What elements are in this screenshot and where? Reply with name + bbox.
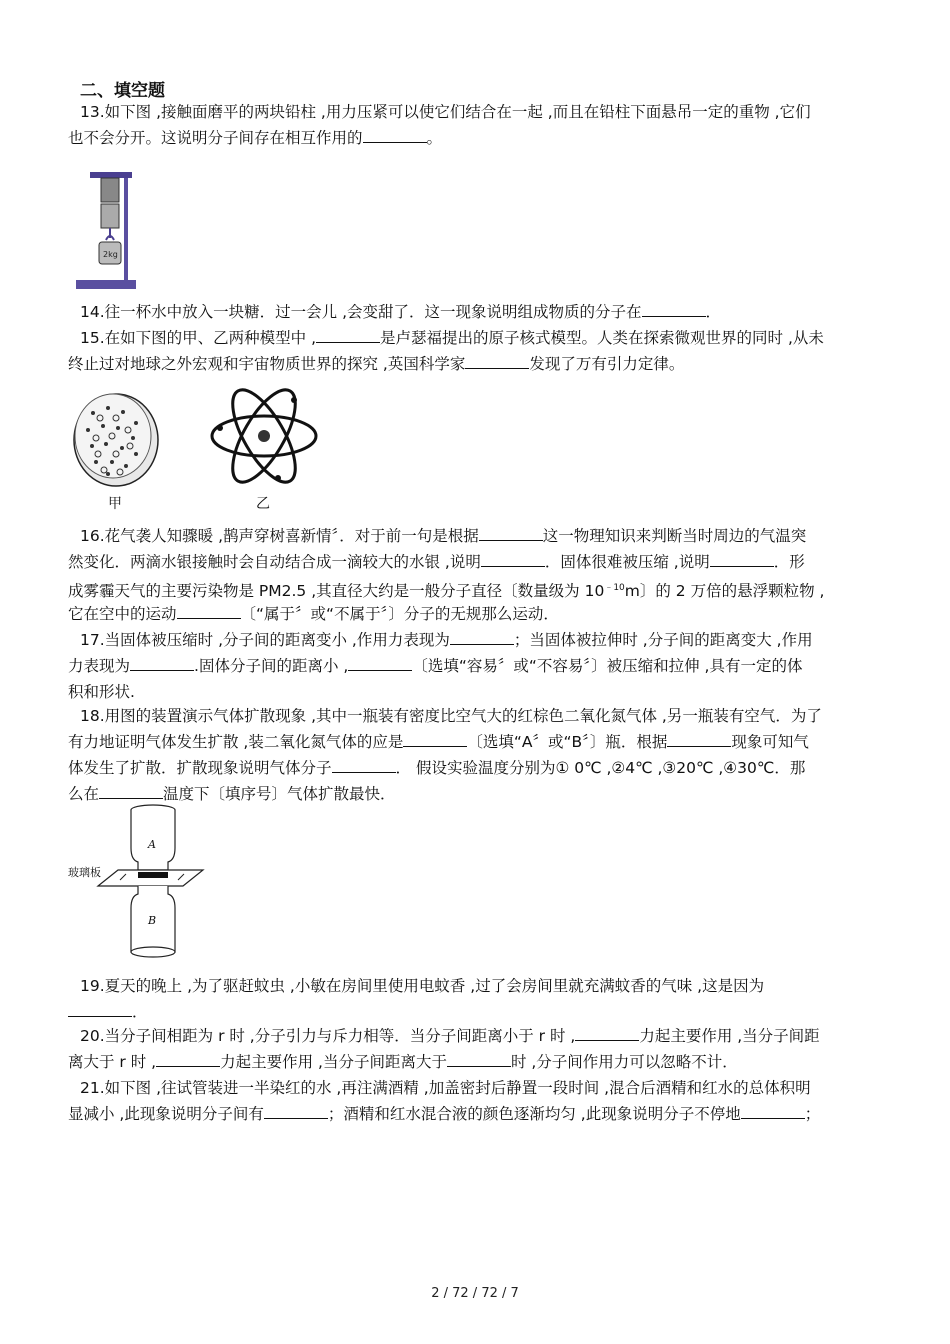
q17-text4: .固体分子间的距离小 , — [194, 657, 349, 675]
q15-blank2[interactable] — [465, 354, 529, 369]
q13-line1: 13.如下图 ,接触面磨平的两块铅柱 ,用力压紧可以使它们结合在一起 ,而且在铅柱下面悬吊一定的重物 ,它们 — [80, 103, 811, 121]
q13-text-end: 。 — [426, 129, 443, 147]
q16-blank2[interactable] — [481, 552, 545, 567]
weight-label: 2kg — [103, 250, 118, 259]
label-b: B — [148, 914, 157, 927]
q18-blank4[interactable] — [99, 784, 163, 799]
q17-blank1[interactable] — [450, 630, 514, 645]
q16-line4 — [68, 604, 559, 624]
section-title: 二、填空题 — [80, 81, 165, 101]
stand-arm — [90, 172, 132, 178]
q16-text2: 这一物理知识来判断当时周边的气温突 — [542, 527, 807, 545]
q18-blank3[interactable] — [332, 758, 396, 773]
q17-line3: 积和形状. — [68, 683, 135, 701]
q16-text8: 它在空中的运动 — [68, 605, 177, 623]
lead-cylinder-figure — [68, 168, 138, 293]
q18-line3 — [68, 758, 805, 778]
label-yi: 乙 — [256, 496, 270, 512]
q20-text3: 离大于 r 时 , — [68, 1053, 157, 1071]
q21-line2 — [68, 1104, 820, 1124]
q19-line1: 19.夏天的晚上 ,为了驱赶蚊虫 ,小敏在房间里使用电蚊香 ,过了会房间里就充满蚊香的气味 ,这是因为 — [80, 977, 765, 995]
q21-text1: 显减小 ,此现象说明分子间有 — [68, 1105, 264, 1123]
q18-text2: 〔选填“A〞或“B〞〕瓶．根据 — [467, 733, 668, 751]
label-glass-plate: 玻璃板 — [68, 866, 101, 879]
q16-text7: m〕的 2 万倍的悬浮颗粒物 , — [624, 582, 825, 601]
q16-line1 — [80, 526, 806, 546]
q17-blank2[interactable] — [130, 656, 194, 671]
q20-blank3[interactable] — [447, 1052, 511, 1067]
q20-line1 — [80, 1026, 820, 1046]
q18-text7: 温度下〔填序号〕气体扩散最快． — [163, 785, 396, 803]
q15-text3: 终止过对地球之外宏观和宇宙物质世界的探究 ,英国科学家 — [68, 355, 466, 373]
q18-line2 — [68, 732, 809, 752]
q20-text2: 力起主要作用 ,当分子间距 — [639, 1027, 820, 1045]
page-number: 2 / 72 / 72 / 7 — [431, 1286, 519, 1301]
q17-text1: 17.当固体被压缩时 ,分子间的距离变小 ,作用力表现为 — [80, 631, 450, 649]
q20-line2 — [68, 1052, 738, 1072]
label-a: A — [148, 838, 156, 851]
q20-blank1[interactable] — [575, 1026, 639, 1041]
plate-gap — [138, 872, 168, 878]
q20-text4: 力起主要作用 ,当分子间距离大于 — [220, 1053, 447, 1071]
q16-text1: 16.花气袭人知骤暖 ,鹊声穿树喜新情〞．对于前一句是根据 — [80, 527, 479, 545]
q15-blank1[interactable] — [316, 328, 380, 343]
q15-line2 — [68, 354, 684, 374]
atomic-models-figure — [68, 378, 330, 513]
electron — [217, 425, 223, 431]
q18-text4: 体发生了扩散．扩散现象说明气体分子 — [68, 759, 332, 777]
q14-text-end: ． — [705, 303, 722, 321]
q21-text2: ；酒精和红水混合液的颜色逐渐均匀 ,此现象说明分子不停地 — [327, 1105, 741, 1123]
q15-text: 15.在如下图的甲、乙两种模型中 , — [80, 329, 317, 347]
q13-line2 — [68, 128, 442, 148]
electron — [291, 397, 297, 403]
q16-blank1[interactable] — [479, 526, 543, 541]
q18-line1: 18.用图的装置演示气体扩散现象 ,其中一瓶装有密度比空气大的红棕色二氧化氮气体 ,另一瓶装有空气．为了 — [80, 707, 822, 725]
q17-text5: 〔选填“容易〞或“不容易〞〕被压缩和拉伸 ,具有一定的体 — [412, 657, 803, 675]
plum-pudding-model — [74, 394, 158, 486]
q14-blank[interactable] — [642, 302, 706, 317]
q16-blank4[interactable] — [177, 604, 241, 619]
q20-blank2[interactable] — [156, 1052, 220, 1067]
q17-line2 — [68, 656, 802, 676]
q18-text3: 现象可知气 — [731, 733, 809, 751]
q14-line — [80, 302, 721, 322]
q17-text2: ；当固体被拉伸时 ,分子间的距离变大 ,作用 — [513, 631, 813, 649]
q21-text3: ； — [804, 1105, 821, 1123]
q20-text1: 20.当分子间相距为 r 时 ,分子引力与斥力相等．当分子间距离小于 r 时 , — [80, 1027, 576, 1045]
q18-blank1[interactable] — [403, 732, 467, 747]
q15-line1 — [80, 328, 824, 348]
electron — [275, 475, 281, 481]
stand-pole — [124, 174, 128, 282]
q21-line1: 21.如下图 ,往试管装进一半染红的水 ,再注满酒精 ,加盖密封后静置一段时间 ,混合后酒精和红水的总体积明 — [80, 1079, 811, 1097]
q19-text-end: ． — [132, 1003, 148, 1021]
q13-text: 也不会分开。这说明分子间存在相互作用的 — [68, 129, 363, 147]
q16-exponent: ﹣10 — [604, 583, 625, 593]
q16-blank3[interactable] — [710, 552, 774, 567]
q16-line3 — [68, 578, 824, 601]
q18-blank2[interactable] — [667, 732, 731, 747]
q20-text5: 时 ,分子间作用力可以忽略不计． — [510, 1053, 738, 1071]
gas-diffusion-figure — [68, 800, 208, 962]
q17-blank3[interactable] — [348, 656, 412, 671]
label-jia: 甲 — [108, 496, 122, 512]
lead-cylinder-top — [101, 178, 119, 202]
q19-blank[interactable] — [68, 1002, 132, 1017]
q16-text4: ．固体很难被压缩 ,说明 — [544, 553, 710, 571]
q18-text6: 么在 — [68, 785, 100, 803]
q15-text2: 是卢瑟福提出的原子核式模型。人类在探索微观世界的同时 ,从未 — [380, 329, 824, 347]
q16-text9: 〔“属于〞或“不属于〞〕分子的无规那么运动． — [240, 605, 559, 623]
q16-text3: 然变化．两滴水银接触时会自动结合成一滴较大的水银 ,说明 — [68, 553, 481, 571]
lead-cylinder-bottom — [101, 204, 119, 228]
q16-text5: ．形 — [773, 553, 805, 571]
q17-text3: 力表现为 — [68, 657, 131, 675]
q15-text4: 发现了万有引力定律。 — [529, 355, 685, 373]
q18-text5: ． 假设实验温度分别为① 0℃ ,②4℃ ,③20℃ ,④30℃．那 — [395, 759, 806, 777]
q18-text1: 有力地证明气体发生扩散 ,装二氧化氮气体的应是 — [68, 733, 404, 751]
q16-line2 — [68, 552, 805, 572]
q16-text6: 成雾霾天气的主要污染物是 PM2.5 ,其直径大约是一般分子直径〔数量级为 10 — [68, 582, 605, 601]
q19-line2 — [68, 1002, 148, 1022]
hook — [106, 228, 114, 240]
nucleus — [258, 430, 270, 442]
q21-blank2[interactable] — [741, 1104, 805, 1119]
q14-text: 14.往一杯水中放入一块糖．过一会儿 ,会变甜了．这一现象说明组成物质的分子在 — [80, 303, 642, 321]
q17-line1 — [80, 630, 813, 650]
q21-blank1[interactable] — [264, 1104, 328, 1119]
q13-blank[interactable] — [363, 128, 427, 143]
